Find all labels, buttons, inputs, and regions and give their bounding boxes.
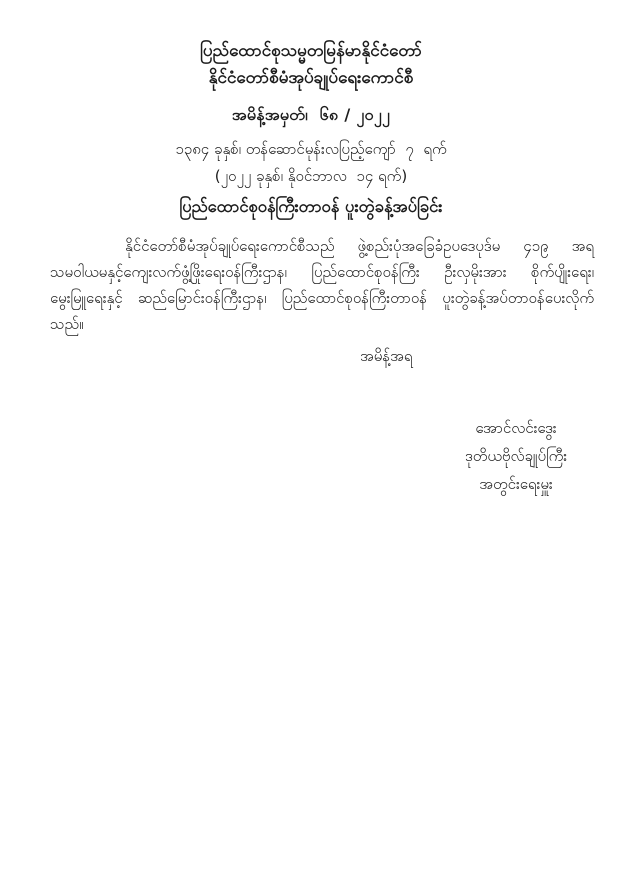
by-order-label: အမိန့်အရ (360, 347, 413, 365)
order-body-paragraph: နိုင်ငံတော်စီမံအုပ်ချုပ်ရေးကောင်စီသည် ဖွဲ့စည်းပုံအခြေခံဥပဒေပုဒ်မ ၄၁၉ အရ သမဝါယမနှင့်ကျေးလက်ဖွံ့ဖြိုးရေးဝန်ကြီးဌာန၊ ပြည်ထောင်စုဝန်ကြီး ဦးလှမိုးအား စိုက်ပျိုးရေး၊ မွေးမြူရေးနှင့် ဆည်မြောင်းဝန်ကြီးဌာန၊ ပြည်ထောင်စုဝန်ကြီးတာဝန် ပူးတွဲခန့်အပ်တာဝန်ပေးလိုက်သည်။ (50, 237, 594, 333)
signatory-rank: ဒုတိယဗိုလ်ချုပ်ကြီး (464, 447, 568, 465)
order-number-line: အမိန့်အမှတ်၊ ၆၈ / ၂၀၂၂ (231, 105, 391, 124)
myanmar-calendar-date: ၁၃၈၄ ခုနှစ်၊ တန်ဆောင်မုန်းလပြည့်ကျော် ၇ ရက် (175, 140, 447, 158)
gregorian-date: (၂၀၂၂ ခုနှစ်၊ နိုဝင်ဘာလ ၁၄ ရက်) (214, 167, 408, 185)
signature-block (416, 414, 616, 498)
state-title: ပြည်ထောင်စုသမ္မတမြန်မာနိုင်ငံတော် (200, 41, 422, 61)
council-title: နိုင်ငံတော်စီမံအုပ်ချုပ်ရေးကောင်စီ (208, 68, 414, 88)
signatory-name: အောင်လင်းဒွေး (475, 419, 557, 437)
signatory-title: အတွင်းရေးမှူး (479, 475, 553, 493)
subject-heading: ပြည်ထောင်စုဝန်ကြီးတာဝန် ပူးတွဲခန့်အပ်ခြင်း (179, 197, 443, 216)
